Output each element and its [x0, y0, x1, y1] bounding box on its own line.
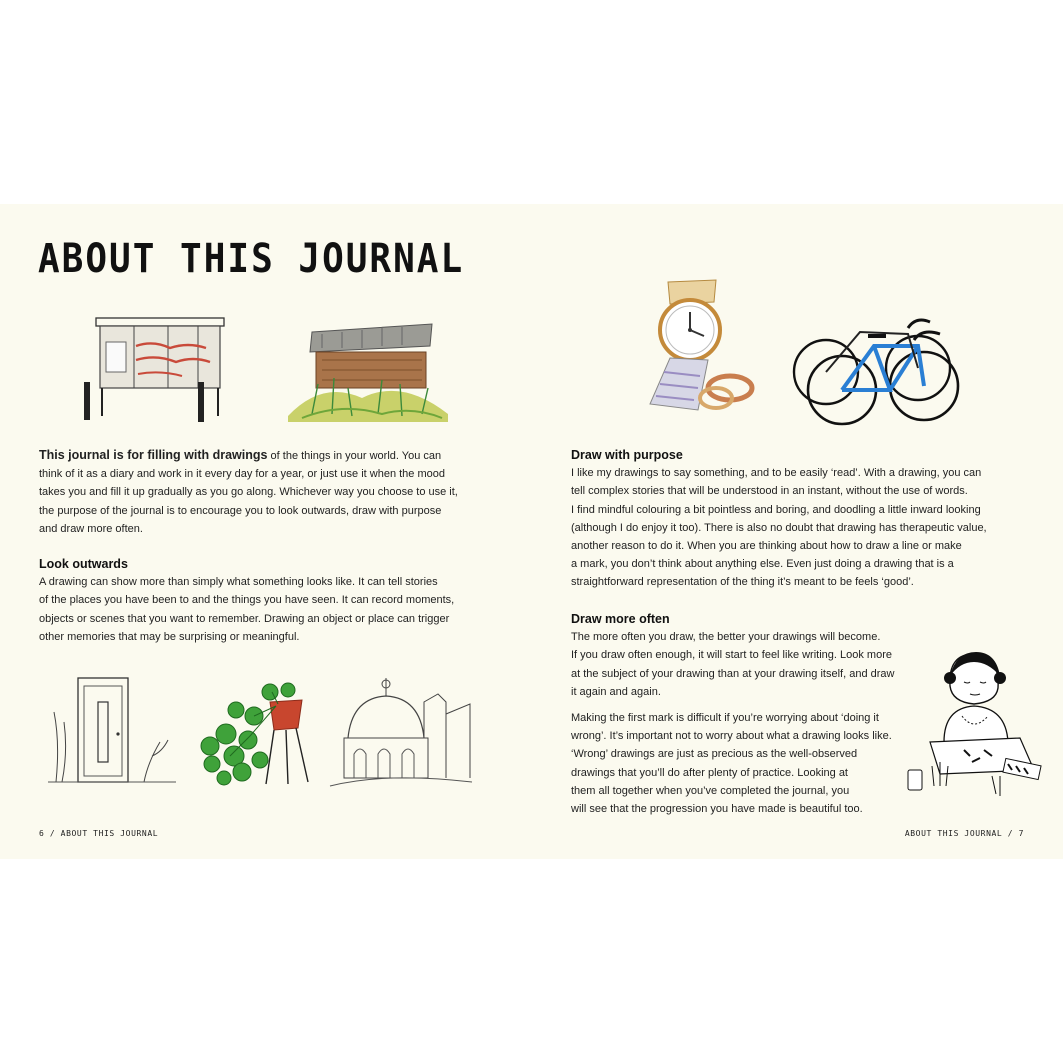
- left-page-footer: 6 / ABOUT THIS JOURNAL: [39, 829, 159, 838]
- intro-lead: This journal is for filling with drawings: [39, 448, 268, 462]
- right-page-footer: ABOUT THIS JOURNAL / 7: [904, 829, 1024, 838]
- garden-shed-drawing: [282, 318, 452, 424]
- draw-more-often-section: [571, 610, 941, 818]
- often-line-10: will see that the progression you have made is beautiful too.: [571, 803, 863, 816]
- draw-with-purpose-heading: Draw with purpose: [571, 448, 683, 462]
- intro-line-1: [39, 446, 479, 465]
- look-outwards-section: [39, 555, 479, 646]
- door-drawing: [48, 672, 178, 790]
- often-line-1: The more often you draw, the better your drawings will become.: [571, 631, 881, 644]
- church-dome-drawing: [326, 674, 476, 790]
- purpose-line-4: (although I do enjoy it too). There is also no doubt that drawing has therapeutic value,: [571, 521, 987, 534]
- look-outwards-line-2: of the places you have been to and the things you have seen. It can record moments,: [39, 594, 455, 607]
- page-title: ABOUT THIS JOURNAL: [38, 236, 465, 282]
- often-line-6: wrong’. It’s important not to worry about what a drawing looks like.: [571, 730, 892, 743]
- look-outwards-heading: Look outwards: [39, 557, 128, 571]
- often-line-9: them all together when you’ve completed the journal, you: [571, 784, 850, 797]
- bus-shelter-drawing: [78, 312, 228, 424]
- look-outwards-line-4: other memories that may be surprising or meaningful.: [39, 630, 300, 643]
- intro-line-5: and draw more often.: [39, 522, 143, 535]
- potted-plant-drawing: [190, 676, 318, 788]
- intro-paragraph: [39, 446, 479, 538]
- often-line-2: If you draw often enough, it will start to feel like writing. Look more: [571, 649, 892, 662]
- purpose-line-5: another reason to do it. When you are thinking about how to draw a line or make: [571, 540, 962, 553]
- intro-line-2: think of it as a diary and work in it every day for a year, or just use it when the mood: [39, 468, 445, 481]
- often-line-7: ‘Wrong’ drawings are just as precious as the well-observed: [571, 748, 858, 761]
- purpose-line-7: straightforward representation of the thing it’s meant to be feels ‘good’.: [571, 576, 914, 589]
- draw-more-often-heading: Draw more often: [571, 612, 670, 626]
- purpose-line-6: a mark, you don’t think about anything else. Even just doing a drawing that is a: [571, 558, 954, 571]
- intro-line-3: takes you and fill it up gradually as you go along. Whichever way you choose to use it,: [39, 486, 458, 499]
- intro-line-4: the purpose of the journal is to encourage you to look outwards, draw with purpose: [39, 504, 442, 517]
- often-line-8: drawings that you’ll do after plenty of practice. Looking at: [571, 766, 848, 779]
- purpose-line-1: I like my drawings to say something, and to be easily ‘read’. With a drawing, you can: [571, 467, 982, 480]
- drawing-artist-illustration: [900, 646, 1046, 802]
- wristwatch-drawing: [620, 276, 760, 416]
- intro-text: of the things in your world. You can: [267, 450, 442, 462]
- look-outwards-line-1: A drawing can show more than simply what something looks like. It can tell stories: [39, 576, 438, 589]
- often-line-3: at the subject of your drawing than at your drawing itself, and draw: [571, 667, 895, 680]
- draw-with-purpose-section: [571, 446, 1021, 592]
- often-line-4: it again and again.: [571, 685, 661, 698]
- look-outwards-line-3: objects or scenes that you want to remember. Drawing an object or place can trigger: [39, 612, 450, 625]
- purpose-line-2: tell complex stories that will be understood in an instant, without the use of words.: [571, 485, 968, 498]
- bicycles-drawing: [790, 306, 960, 430]
- often-line-5: Making the first mark is difficult if you’re worrying about ‘doing it: [571, 712, 879, 725]
- purpose-line-3: I find mindful colouring a bit pointless and boring, and doodling a little inward looking: [571, 503, 981, 516]
